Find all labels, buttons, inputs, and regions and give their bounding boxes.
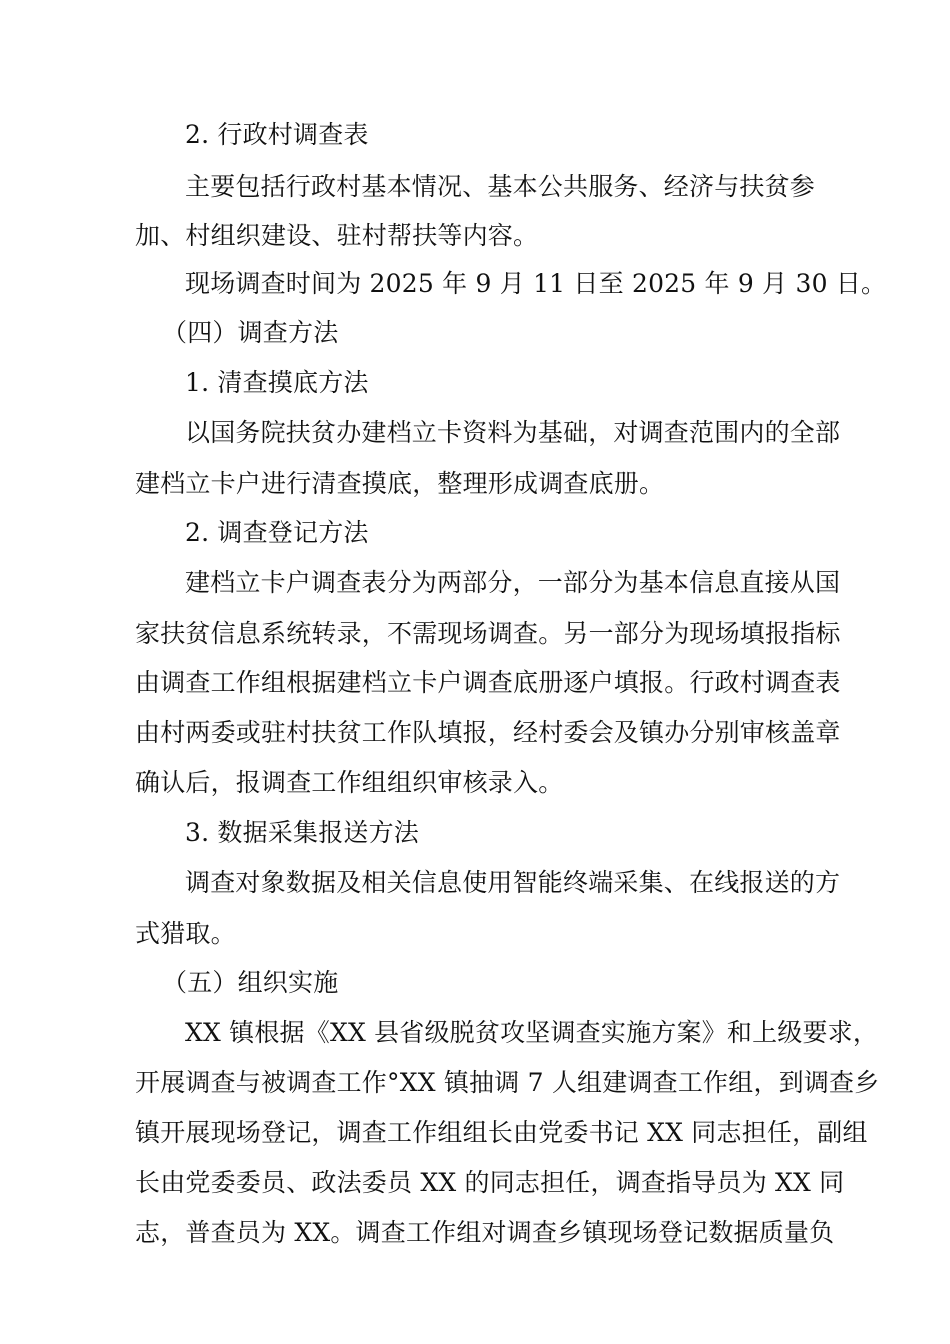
paragraph-line: 建档立卡户进行清查摸底，整理形成调查底册。 [135,469,665,498]
paragraph-line: 确认后，报调查工作组组织审核录入。 [135,768,564,797]
paragraph-line: 以国务院扶贫办建档立卡资料为基础，对调查范围内的全部 [185,418,841,447]
paragraph-line: 建档立卡户调查表分为两部分，一部分为基本信息直接从国 [185,568,841,597]
paragraph-line: 镇开展现场登记，调查工作组组长由党委书记 XX 同志担任，副组 [135,1118,868,1147]
paragraph-line: XX 镇根据《XX 县省级脱贫攻坚调查实施方案》和上级要求， [185,1018,879,1047]
paragraph-line: 开展调查与被调查工作°XX 镇抽调 7 人组建调查工作组，到调查乡 [135,1068,880,1097]
section-heading-implementation: （五）组织实施 [162,968,339,997]
subheading-registration-method: 2. 调查登记方法 [185,518,369,547]
paragraph-line: 志，普查员为 XX。调查工作组对调查乡镇现场登记数据质量负 [135,1218,835,1247]
paragraph-line: 长由党委委员、政法委员 XX 的同志担任，调查指导员为 XX 同 [135,1168,845,1197]
paragraph-survey-time: 现场调查时间为 2025 年 9 月 11 日至 2025 年 9 月 30 日。 [185,269,887,298]
paragraph-line: 由村两委或驻村扶贫工作队填报，经村委会及镇办分别审核盖章 [135,718,841,747]
paragraph-line: 式猎取。 [135,919,236,948]
paragraph-line: 家扶贫信息系统转录，不需现场调查。另一部分为现场填报指标 [135,619,841,648]
paragraph-line: 主要包括行政村基本情况、基本公共服务、经济与扶贫参 [185,172,816,201]
section-heading-methods: （四）调查方法 [162,318,339,347]
subheading-census-method: 1. 清查摸底方法 [185,368,369,397]
paragraph-line: 加、村组织建设、驻村帮扶等内容。 [135,221,539,250]
paragraph-line: 由调查工作组根据建档立卡户调查底册逐户填报。行政村调查表 [135,668,841,697]
subheading-data-collection: 3. 数据采集报送方法 [185,818,420,847]
paragraph-line: 调查对象数据及相关信息使用智能终端采集、在线报送的方 [185,868,841,897]
subheading-village-survey: 2. 行政村调查表 [185,120,369,149]
